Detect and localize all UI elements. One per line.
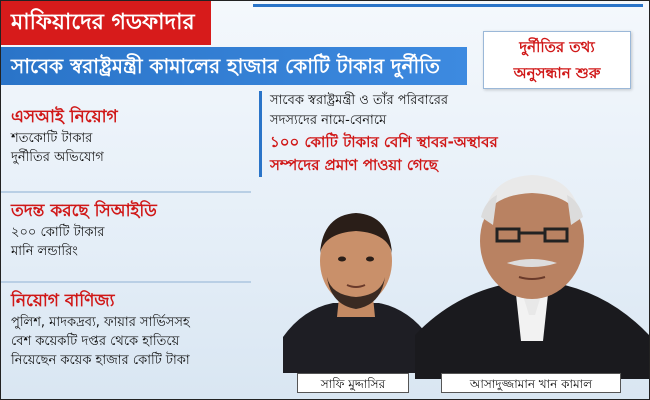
block-1-line-1: শতকোটি টাকার bbox=[11, 131, 93, 146]
block-3-line-3: নিয়েছেন কয়েক হাজার কোটি টাকা bbox=[11, 353, 190, 368]
left-block-3 bbox=[1, 289, 249, 370]
investigation-tag bbox=[483, 31, 631, 89]
subtitle-banner: সাবেক স্বরাষ্ট্রমন্ত্রী কামালের হাজার কোটি টাকার দুর্নীতি bbox=[1, 47, 467, 85]
person-1-caption: সাফি মুদ্দাসির bbox=[297, 373, 409, 393]
person-2-photo bbox=[415, 165, 649, 379]
summary-highlight-2: সম্পদের প্রমাণ পাওয়া গেছে bbox=[270, 156, 438, 174]
summary-line-1: সাবেক স্বরাষ্ট্রমন্ত্রী ও তাঁর পরিবারের bbox=[270, 93, 448, 108]
person-2-caption: আসাদুজ্জামান খান কামাল bbox=[441, 373, 621, 393]
block-3-line-1: পুলিশ, মাদকদ্রব্য, ফায়ার সার্ভিসসহ bbox=[11, 315, 190, 330]
block-3-heading: নিয়োগ বাণিজ্য bbox=[11, 291, 115, 311]
divider bbox=[1, 191, 251, 193]
tag-line-1: দুর্নীতির তথ্য bbox=[519, 38, 595, 56]
block-1-line-2: দুর্নীতির অভিযোগ bbox=[11, 150, 104, 165]
block-2-line-1: ২০০ কোটি টাকার bbox=[11, 225, 105, 240]
left-block-1 bbox=[1, 105, 249, 167]
page-title: মাফিয়াদের গডফাদার bbox=[1, 1, 211, 45]
tag-line-2: অনুসন্ধান শুরু bbox=[513, 64, 601, 82]
top-rule bbox=[253, 4, 643, 7]
summary-highlight-1: ১০০ কোটি টাকার বেশি স্থাবর-অস্থাবর bbox=[270, 133, 498, 151]
divider bbox=[1, 281, 251, 283]
block-2-heading: তদন্ত করছে সিআইডি bbox=[11, 201, 157, 221]
summary-line-2: সদস্যদের নামে-বেনামে bbox=[270, 113, 387, 128]
person-1-photo bbox=[283, 197, 429, 373]
block-3-line-2: বেশ কয়েকটি দপ্তর থেকে হাতিয়ে bbox=[11, 334, 180, 349]
block-1-heading: এসআই নিয়োগ bbox=[11, 107, 118, 127]
block-2-line-2: মানি লন্ডারিং bbox=[11, 244, 78, 259]
left-block-2 bbox=[1, 199, 249, 261]
